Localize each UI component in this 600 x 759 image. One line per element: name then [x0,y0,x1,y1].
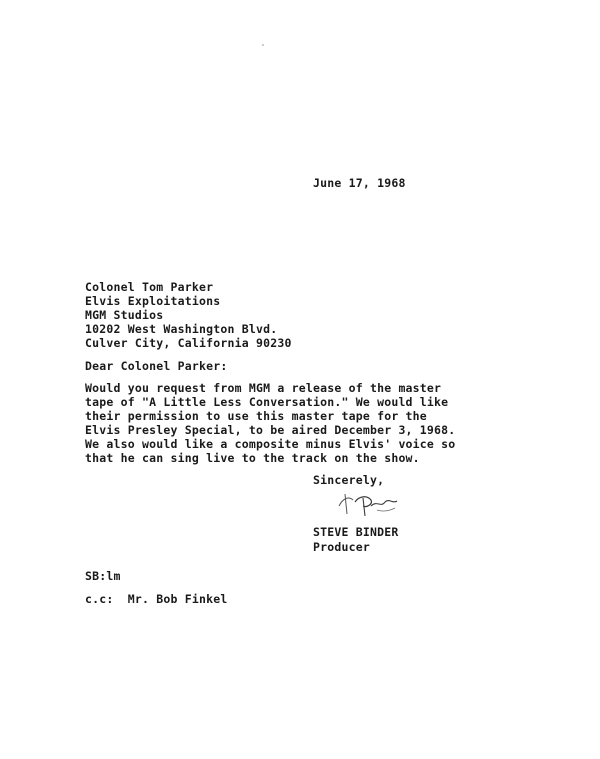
body-line: We also would like a composite minus Elvis' voice so [85,437,456,451]
closing: Sincerely, [313,473,385,487]
address-line: Colonel Tom Parker [85,280,214,294]
signer-title: Producer [313,540,370,554]
body-line: Would you request from MGM a release of the master [85,381,442,395]
recipient-address [85,280,292,350]
address-line: Culver City, California 90230 [85,336,292,350]
salutation: Dear Colonel Parker: [85,359,228,373]
address-line: 10202 West Washington Blvd. [85,322,278,336]
address-line: Elvis Exploitations [85,294,221,308]
reference-initials: SB:lm [85,569,121,583]
letter-date: June 17, 1968 [313,176,406,190]
letter-body [85,381,455,465]
body-line: Elvis Presley Special, to be aired December 3, 1968. [85,423,456,437]
signer-name: STEVE BINDER [313,525,399,539]
address-line: MGM Studios [85,308,164,322]
body-line: their permission to use this master tape for the [85,409,427,423]
body-line: that he can sing live to the track on the show. [85,451,420,465]
handwritten-signature-icon [333,486,403,520]
paper-speck [262,44,264,46]
carbon-copy: c.c: Mr. Bob Finkel [85,592,228,606]
body-line: tape of "A Little Less Conversation." We would like [85,395,449,409]
